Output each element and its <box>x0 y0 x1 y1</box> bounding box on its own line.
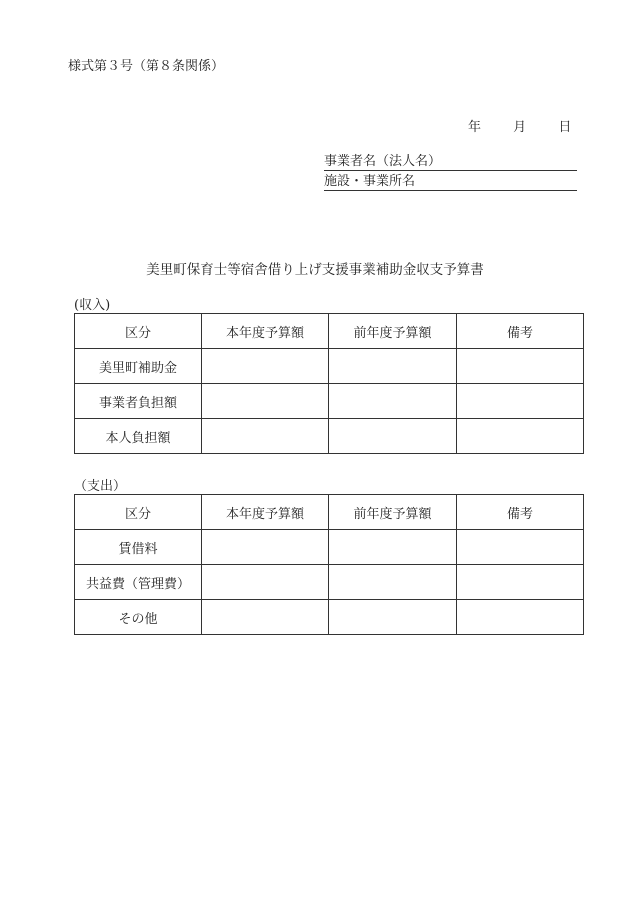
table-cell[interactable] <box>329 530 457 565</box>
form-number: 様式第３号（第８条関係） <box>68 59 225 74</box>
table-row <box>75 419 584 454</box>
income-header-previous-budget: 前年度予算額 <box>329 314 457 349</box>
income-row-label: 事業者負担額 <box>75 384 202 419</box>
business-name-field: 事業者名（法人名） <box>324 154 577 171</box>
income-table <box>74 313 584 454</box>
table-cell[interactable] <box>202 349 329 384</box>
year-label: 年 <box>468 120 482 135</box>
income-header-remarks: 備考 <box>457 314 584 349</box>
table-cell[interactable] <box>329 384 457 419</box>
table-cell[interactable] <box>202 419 329 454</box>
table-cell[interactable] <box>457 384 584 419</box>
expense-header-current-budget: 本年度予算額 <box>202 495 329 530</box>
table-row <box>75 600 584 635</box>
table-cell[interactable] <box>457 419 584 454</box>
expense-header-row <box>75 495 584 530</box>
income-row-label: 本人負担額 <box>75 419 202 454</box>
table-cell[interactable] <box>457 565 584 600</box>
day-label: 日 <box>558 120 572 135</box>
date-line <box>468 116 571 135</box>
expense-row-label: 賃借料 <box>75 530 202 565</box>
month-label: 月 <box>513 120 527 135</box>
table-cell[interactable] <box>202 600 329 635</box>
table-row <box>75 349 584 384</box>
income-section-label: (収入) <box>74 298 111 313</box>
table-row <box>75 565 584 600</box>
document-title: 美里町保育士等宿舎借り上げ支援事業補助金収支予算書 <box>146 262 484 278</box>
table-row <box>75 530 584 565</box>
table-cell[interactable] <box>329 565 457 600</box>
table-cell[interactable] <box>202 384 329 419</box>
table-cell[interactable] <box>329 419 457 454</box>
table-cell[interactable] <box>202 530 329 565</box>
expense-header-remarks: 備考 <box>457 495 584 530</box>
table-cell[interactable] <box>202 565 329 600</box>
expense-section-label: （支出） <box>74 479 127 494</box>
expense-table <box>74 494 584 635</box>
income-row-label: 美里町補助金 <box>75 349 202 384</box>
table-cell[interactable] <box>457 349 584 384</box>
table-cell[interactable] <box>329 349 457 384</box>
facility-name-field: 施設・事業所名 <box>324 174 577 191</box>
table-row <box>75 384 584 419</box>
income-header-category: 区分 <box>75 314 202 349</box>
expense-row-label: 共益費（管理費） <box>75 565 202 600</box>
table-cell[interactable] <box>457 530 584 565</box>
expense-header-previous-budget: 前年度予算額 <box>329 495 457 530</box>
income-header-current-budget: 本年度予算額 <box>202 314 329 349</box>
expense-header-category: 区分 <box>75 495 202 530</box>
table-cell[interactable] <box>329 600 457 635</box>
table-cell[interactable] <box>457 600 584 635</box>
expense-row-label: その他 <box>75 600 202 635</box>
income-header-row <box>75 314 584 349</box>
